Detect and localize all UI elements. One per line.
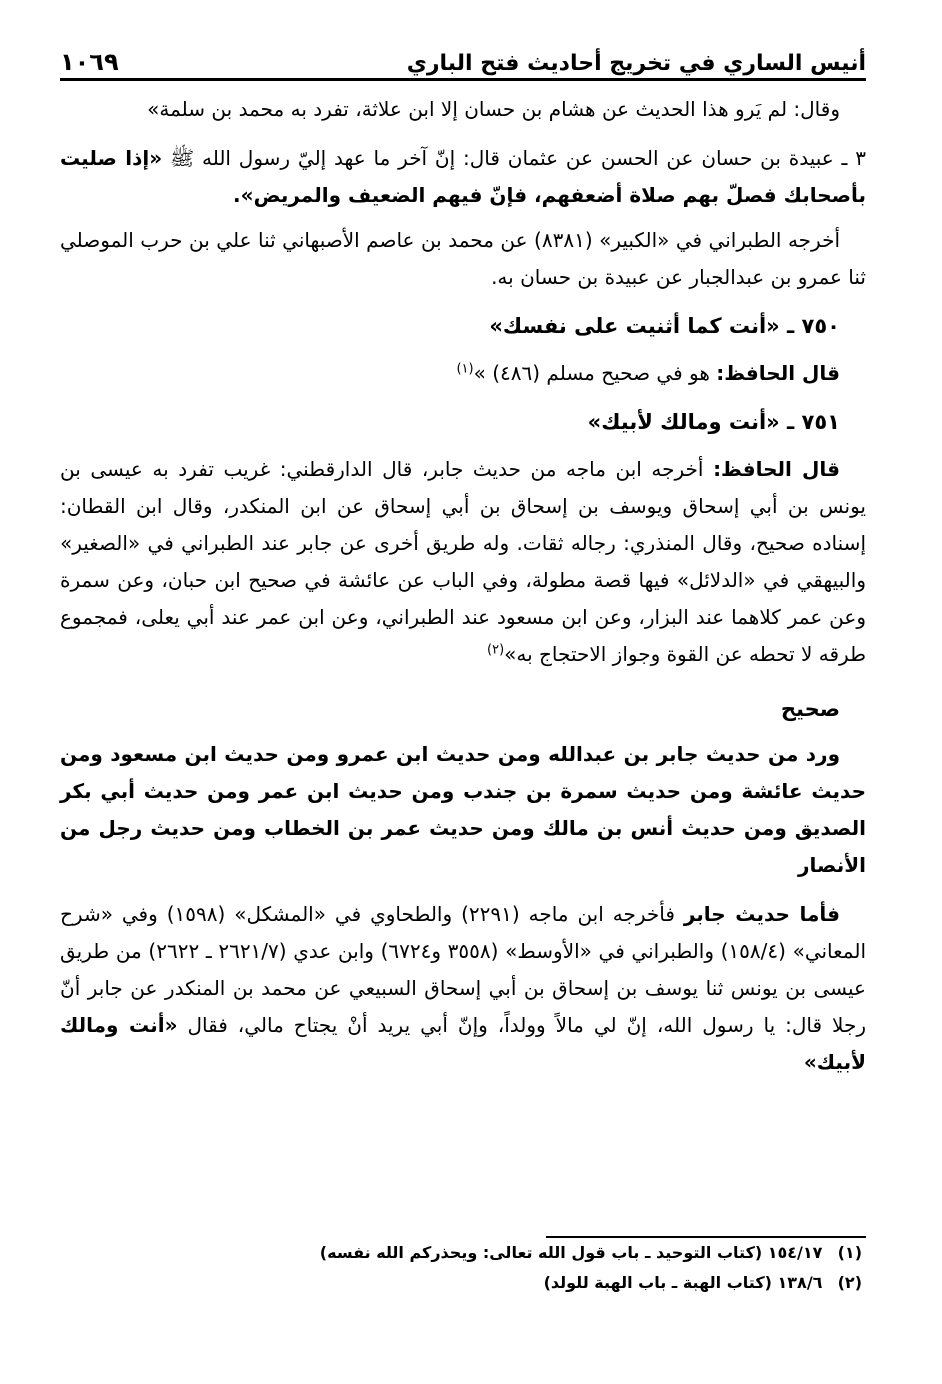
hadith-3-intro: ٣ ـ عبيدة بن حسان عن الحسن عن عثمان قال: إنّ آخر ما عهد إليّ رسول الله ﷺ (169, 146, 866, 170)
hafiz-text-750: هو في صحيح مسلم (٤٨٦) » (473, 361, 710, 385)
main-text (60, 91, 866, 1081)
hadith-751-heading: ٧٥١ ـ «أنت ومالك لأبيك» (587, 410, 840, 434)
paragraph-751 (60, 451, 866, 673)
paragraph-750 (60, 355, 866, 392)
footnote-2-text: ١٣٨/٦ (كتاب الهبة ـ باب الهبة للولد) (543, 1273, 823, 1292)
paragraph-hadith-3 (60, 140, 866, 214)
paragraph-1 (60, 91, 866, 128)
running-header (60, 36, 866, 81)
jabir-lead: فأما حديث جابر (683, 902, 840, 926)
hadith-750-heading: ٧٥٠ ـ «أنت كما أثنيت على نفسك» (489, 314, 840, 338)
jabir-quote: «أنت ومالك لأبيك» (60, 1013, 866, 1074)
narrations-summary: ورد من حديث جابر بن عبدالله ومن حديث ابن عمرو ومن حديث ابن مسعود ومن حديث عائشة ومن حديث سمرة بن جندب ومن حديث ابن عمر ومن حديث أبي بكر الصديق ومن حديث أنس بن مالك ومن حديث عمر بن الخطاب ومن حديث رجل من الأنصار (60, 742, 866, 877)
footnote-1-text: ١٥٤/١٧ (كتاب التوحيد ـ باب قول الله تعالى: ويحذركم الله نفسه) (319, 1243, 823, 1262)
footnote-1 (60, 1238, 862, 1268)
hafiz-label-751: قال الحافظ: (713, 457, 840, 481)
paragraph-jabir (60, 896, 866, 1081)
header-title: أنيس الساري في تخريج أحاديث فتح الباري (406, 51, 866, 76)
footnote-2-number: (٢) (837, 1273, 862, 1292)
hafiz-text-751: أخرجه ابن ماجه من حديث جابر، قال الدارقطني: غريب تفرد به عيسى بن يونس بن أبي إسحاق ويوسف بن إسحاق بن أبي إسحاق عن ابن المنكدر، وقال ابن القطان: إسناده صحيح، وقال المنذري: رجاله ثقات. وله طريق أخرى عن جابر عند الطبراني في «الصغير» والبيهقي في «الدلائل» فيها قصة مطولة، وفي الباب عن عائشة في صحيح ابن حبان، وعن سمرة وعن عمر كلاهما عند البزار، وعن ابن مسعود عند الطبراني، وعن ابن عمر عند أبي يعلى، فمجموع طرقه لا تحطه عن القوة وجواز الاحتجاج به» (60, 457, 866, 666)
sahih-heading: صحيح (780, 697, 840, 721)
footnote-1-number: (١) (837, 1243, 862, 1262)
hafiz-label-750: قال الحافظ: (716, 361, 840, 385)
footnote-ref-2[interactable]: (٢) (487, 642, 505, 658)
takhrij-text: أخرجه الطبراني في «الكبير» (٨٣٨١) عن محمد بن عاصم الأصبهاني ثنا علي بن حرب الموصلي ثنا عمرو بن عبدالجبار عن عبيدة بن حسان به. (60, 228, 866, 289)
hadith-3-quote: «إذا صليت بأصحابك فصلّ بهم صلاة أضعفهم، فإنّ فيهم الضعيف والمريض». (60, 146, 866, 207)
footnote-2 (60, 1268, 862, 1298)
paragraph-takhrij (60, 222, 866, 296)
jabir-text: فأخرجه ابن ماجه (٢٢٩١) والطحاوي في «المشكل» (١٥٩٨) وفي «شرح المعاني» (١٥٨/٤) والطبراني في «الأوسط» (٣٥٥٨ و٦٧٢٤) وابن عدي (٢٦٢١/٧ ـ ٢٦٢٢) من طريق عيسى بن يونس ثنا يوسف بن إسحاق بن أبي إسحاق السبيعي عن محمد بن المنكدر عن جابر أنّ رجلا قال: يا رسول الله، إنّ لي مالاً وولداً، وإنّ أبي يريد أنْ يجتاح مالي، فقال (60, 902, 867, 1037)
footnotes (60, 1236, 866, 1298)
footnote-ref-1[interactable]: (١) (456, 361, 474, 377)
page (60, 36, 866, 1093)
paragraph-1-text: وقال: لم يَرو هذا الحديث عن هشام بن حسان إلا ابن علاثة، تفرد به محمد بن سلمة» (147, 97, 840, 121)
page-number: ١٠٦٩ (60, 48, 119, 76)
